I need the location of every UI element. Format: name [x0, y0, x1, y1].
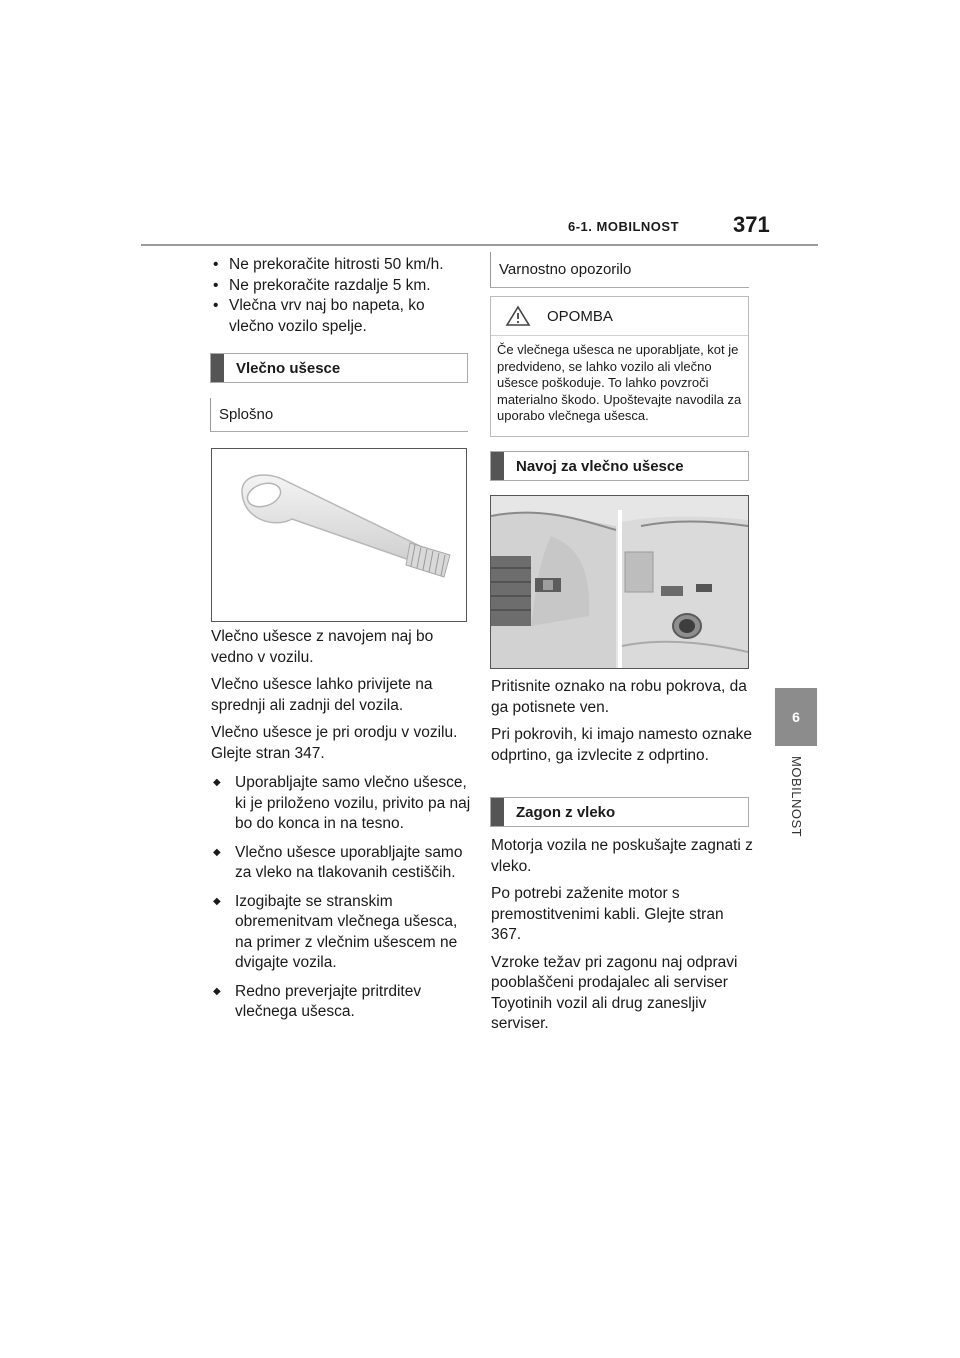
paragraph: Pri pokrovih, ki imajo namesto oznake odprtino, ga izvlecite z odprtino.: [491, 726, 753, 764]
list-item: ◆ Izogibajte se stranskim obremenitvam vlečnega ušesca, na primer z vlečnim ušescem ne dvigajte vozila.: [211, 892, 473, 974]
heading-marker: [211, 354, 224, 382]
list-item: • Ne prekoračite razdalje 5 km.: [211, 276, 471, 297]
chapter-title: MOBILNOST: [789, 756, 804, 838]
header-rule: [141, 244, 818, 246]
list-item: ◆ Vlečno ušesce uporabljajte samo za vleko na tlakovanih cestiščih.: [211, 843, 473, 884]
section-title: Zagon z vleko: [516, 803, 616, 821]
section-heading-thread: [490, 451, 749, 481]
heading-marker: [491, 798, 504, 826]
chapter-number-tab: 6: [775, 688, 817, 746]
section-title: Vlečno ušesce: [236, 359, 341, 377]
note-title: OPOMBA: [547, 307, 613, 325]
paragraph: Po potrebi zaženite motor s premostitvenimi kabli. Glejte stran 367.: [491, 885, 724, 943]
intro-bullets: [211, 255, 471, 337]
note-text: Če vlečnega ušesca ne uporabljate, kot je predvideno, se lahko vozilo ali vlečno ušesce poškoduje. To lahko povzroči materialno škodo. Upoštevajte navodila za uporabo vlečnega ušesca.: [497, 342, 742, 423]
subsection-heading-general: [210, 398, 468, 432]
right-paragraphs-1: [491, 677, 753, 766]
page-number: 371: [733, 212, 770, 237]
subsection-heading-safety: [490, 252, 749, 288]
tow-eye-icon: [212, 449, 466, 621]
section-header: 6-1. MOBILNOST: [568, 219, 680, 234]
note-box: [490, 296, 749, 437]
paragraph: Vlečno ušesce je pri orodju v vozilu. Glejte stran 347.: [211, 724, 458, 762]
warning-triangle-icon: [505, 305, 531, 327]
subsection-title: Splošno: [219, 406, 274, 423]
paragraph: Motorja vozila ne poskušajte zagnati z vleko.: [491, 837, 753, 875]
left-paragraphs: [211, 627, 473, 1023]
chapter-side-label: [778, 756, 814, 851]
section-heading-tow-eye: [210, 353, 468, 383]
paragraph: Vzroke težav pri zagonu naj odpravi pooblaščeni prodajalec ali serviser Toyotinih vozil ali drug zanesljiv serviser.: [491, 953, 738, 1032]
bumper-icon: [491, 496, 748, 668]
list-item: • Vlečna vrv naj bo napeta, ko vlečno vozilo spelje.: [211, 296, 471, 337]
list-item: ◆ Redno preverjajte pritrditev vlečnega ušesca.: [211, 982, 473, 1023]
tow-eye-illustration: [211, 448, 467, 622]
paragraph: Vlečno ušesce lahko privijete na sprednji ali zadnji del vozila.: [211, 676, 433, 714]
paragraph: Vlečno ušesce z navojem naj bo vedno v vozilu.: [211, 628, 434, 666]
heading-marker: [491, 452, 504, 480]
subsection-title: Varnostno opozorilo: [499, 261, 632, 278]
paragraph: Pritisnite oznako na robu pokrova, da ga potisnete ven.: [491, 678, 747, 716]
bumper-illustration: [490, 495, 749, 669]
section-heading-tow-start: [490, 797, 749, 827]
section-title: Navoj za vlečno ušesce: [516, 457, 684, 475]
right-paragraphs-2: [491, 836, 753, 1035]
list-item: ◆ Uporabljajte samo vlečno ušesce, ki je priloženo vozilu, privito pa naj bo do konca in na tesno.: [211, 773, 473, 835]
note-header: [491, 297, 748, 336]
list-item: • Ne prekoračite hitrosti 50 km/h.: [211, 255, 471, 276]
